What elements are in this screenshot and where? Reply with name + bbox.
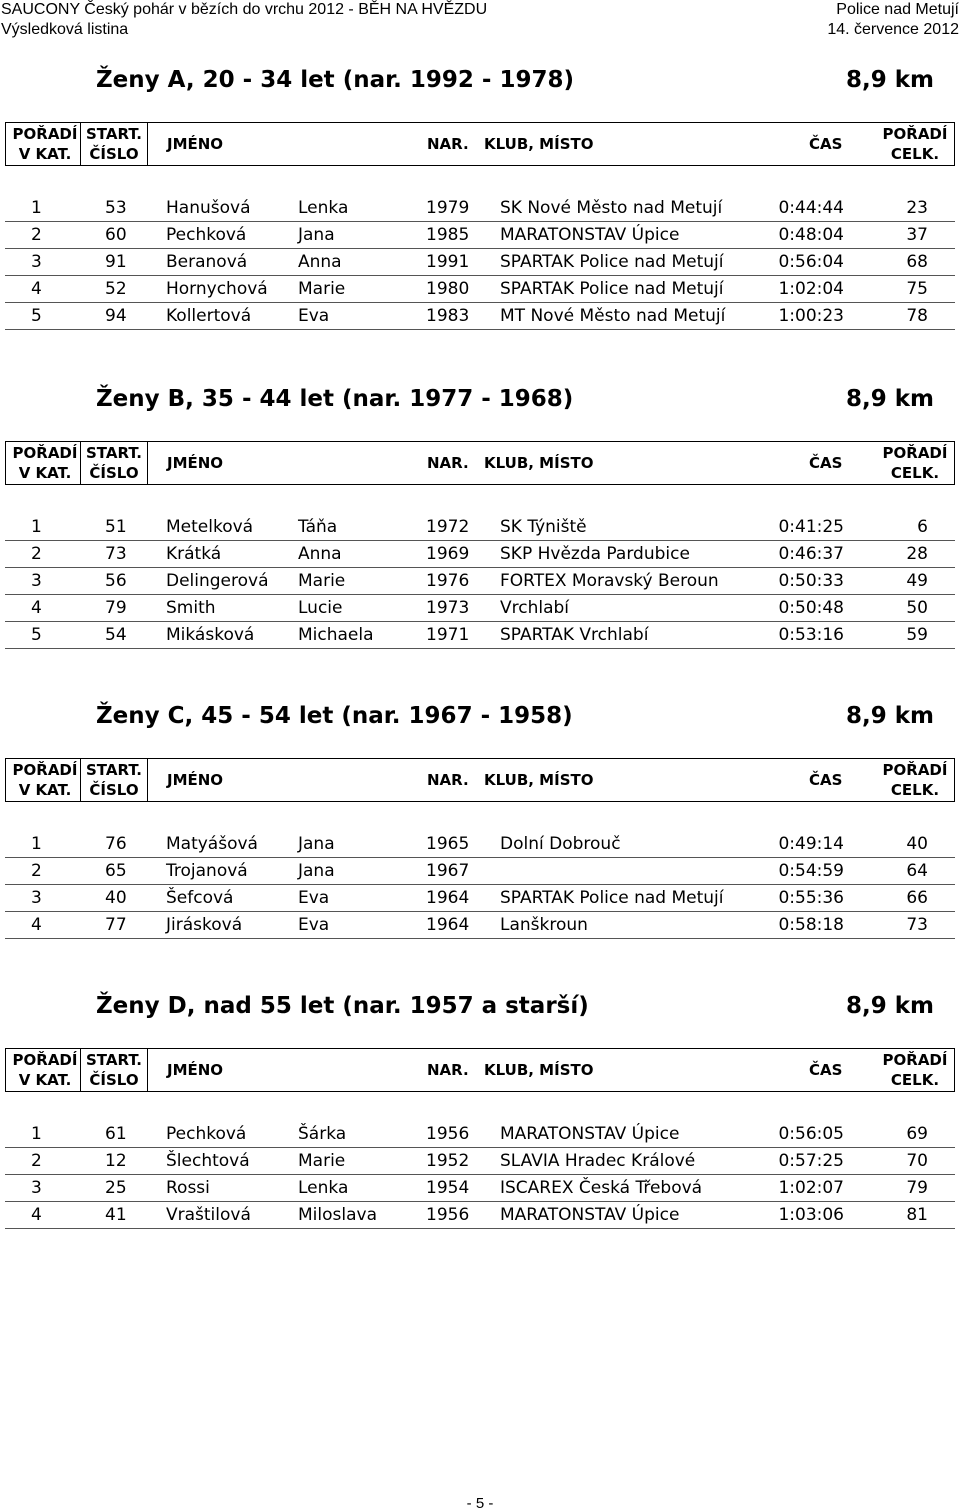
position-category: 4 xyxy=(31,598,42,618)
header-position-total-line: POŘADÍ xyxy=(882,1051,948,1069)
start-number: 53 xyxy=(105,198,127,218)
table-row xyxy=(5,1121,955,1148)
surname: Trojanová xyxy=(166,861,248,881)
header-start-number xyxy=(81,1049,147,1091)
position-category: 4 xyxy=(31,915,42,935)
header-time: ČAS xyxy=(809,454,843,472)
table-row xyxy=(5,622,955,649)
category-distance: 8,9 km xyxy=(845,386,934,412)
header-start-number-line: ČÍSLO xyxy=(89,781,139,799)
table-row xyxy=(5,568,955,595)
category-distance: 8,9 km xyxy=(845,993,934,1019)
category-title: Ženy A, 20 - 34 let (nar. 1992 - 1978) xyxy=(96,67,575,93)
finish-time: 0:57:25 xyxy=(778,1151,844,1171)
club: Lanškroun xyxy=(500,915,588,935)
club: ISCAREX Česká Třebová xyxy=(500,1178,703,1198)
birth-year: 1985 xyxy=(426,225,470,245)
table-header xyxy=(5,122,955,166)
start-number: 65 xyxy=(105,861,127,881)
position-total: 68 xyxy=(906,252,928,272)
finish-time: 0:44:44 xyxy=(778,198,844,218)
surname: Metelková xyxy=(166,517,254,537)
surname: Smith xyxy=(166,598,216,618)
finish-time: 0:58:18 xyxy=(778,915,844,935)
header-divider xyxy=(147,442,148,484)
birth-year: 1971 xyxy=(426,625,470,645)
header-start-number-line: ČÍSLO xyxy=(89,145,139,163)
position-category: 2 xyxy=(31,1151,42,1171)
category-title: Ženy B, 35 - 44 let (nar. 1977 - 1968) xyxy=(96,386,574,412)
club: FORTEX Moravský Beroun xyxy=(500,571,719,591)
position-category: 5 xyxy=(31,625,42,645)
birth-year: 1952 xyxy=(426,1151,470,1171)
position-category: 1 xyxy=(31,834,42,854)
first-name: Lenka xyxy=(298,1178,349,1198)
first-name: Anna xyxy=(298,252,342,272)
header-divider xyxy=(147,123,148,165)
header-start-number xyxy=(81,442,147,484)
header-position-category-line: V KAT. xyxy=(18,781,72,799)
header-position-category-line: POŘADÍ xyxy=(12,444,78,462)
birth-year: 1964 xyxy=(426,888,470,908)
table-row xyxy=(5,1148,955,1175)
category-title: Ženy C, 45 - 54 let (nar. 1967 - 1958) xyxy=(96,703,573,729)
header-position-total-line: CELK. xyxy=(890,781,940,799)
start-number: 41 xyxy=(105,1205,127,1225)
table-row xyxy=(5,303,955,330)
document-type: Výsledková listina xyxy=(1,21,129,38)
position-category: 2 xyxy=(31,225,42,245)
finish-time: 0:56:05 xyxy=(778,1124,844,1144)
first-name: Marie xyxy=(298,1151,346,1171)
finish-time: 0:50:33 xyxy=(778,571,844,591)
header-divider xyxy=(80,123,81,165)
position-total: 73 xyxy=(906,915,928,935)
header-born: NAR. xyxy=(427,1061,469,1079)
position-category: 2 xyxy=(31,544,42,564)
table-row xyxy=(5,912,955,939)
header-position-category xyxy=(10,1049,80,1091)
start-number: 61 xyxy=(105,1124,127,1144)
header-name: JMÉNO xyxy=(167,454,224,472)
start-number: 91 xyxy=(105,252,127,272)
header-divider xyxy=(147,1049,148,1091)
table-header xyxy=(5,441,955,485)
first-name: Jana xyxy=(298,861,335,881)
position-total: 81 xyxy=(906,1205,928,1225)
position-total: 64 xyxy=(906,861,928,881)
first-name: Jana xyxy=(298,834,335,854)
start-number: 52 xyxy=(105,279,127,299)
header-position-total xyxy=(875,1049,955,1091)
birth-year: 1983 xyxy=(426,306,470,326)
position-category: 1 xyxy=(31,198,42,218)
club: MARATONSTAV Úpice xyxy=(500,1124,680,1144)
position-total: 78 xyxy=(906,306,928,326)
header-position-total-line: CELK. xyxy=(890,464,940,482)
start-number: 79 xyxy=(105,598,127,618)
start-number: 40 xyxy=(105,888,127,908)
club: SK Nové Město nad Metují xyxy=(500,198,723,218)
club: MT Nové Město nad Metují xyxy=(500,306,726,326)
header-start-number-line: ČÍSLO xyxy=(89,464,139,482)
header-position-category xyxy=(10,123,80,165)
header-position-category-line: V KAT. xyxy=(18,1071,72,1089)
finish-time: 0:46:37 xyxy=(778,544,844,564)
header-start-number xyxy=(81,759,147,801)
first-name: Šárka xyxy=(298,1124,347,1144)
header-position-total-line: CELK. xyxy=(890,145,940,163)
surname: Pechková xyxy=(166,225,247,245)
position-total: 66 xyxy=(906,888,928,908)
surname: Hornychová xyxy=(166,279,268,299)
finish-time: 0:54:59 xyxy=(778,861,844,881)
header-position-category-line: POŘADÍ xyxy=(12,761,78,779)
club: SPARTAK Vrchlabí xyxy=(500,625,649,645)
header-position-total xyxy=(875,442,955,484)
start-number: 60 xyxy=(105,225,127,245)
header-divider xyxy=(80,1049,81,1091)
birth-year: 1979 xyxy=(426,198,470,218)
start-number: 51 xyxy=(105,517,127,537)
finish-time: 0:53:16 xyxy=(778,625,844,645)
birth-year: 1965 xyxy=(426,834,470,854)
table-row xyxy=(5,222,955,249)
event-location: Police nad Metují xyxy=(836,1,959,18)
surname: Krátká xyxy=(166,544,222,564)
position-category: 4 xyxy=(31,1205,42,1225)
club: SK Týniště xyxy=(500,517,587,537)
table-row xyxy=(5,514,955,541)
birth-year: 1954 xyxy=(426,1178,470,1198)
header-time: ČAS xyxy=(809,1061,843,1079)
category-title: Ženy D, nad 55 let (nar. 1957 a starší) xyxy=(96,993,589,1019)
header-born: NAR. xyxy=(427,771,469,789)
header-divider xyxy=(147,759,148,801)
start-number: 77 xyxy=(105,915,127,935)
position-category: 3 xyxy=(31,571,42,591)
position-category: 3 xyxy=(31,252,42,272)
table-row xyxy=(5,195,955,222)
first-name: Michaela xyxy=(298,625,374,645)
finish-time: 0:50:48 xyxy=(778,598,844,618)
start-number: 54 xyxy=(105,625,127,645)
position-total: 49 xyxy=(906,571,928,591)
header-position-total-line: CELK. xyxy=(890,1071,940,1089)
surname: Matyášová xyxy=(166,834,258,854)
club: MARATONSTAV Úpice xyxy=(500,1205,680,1225)
first-name: Lenka xyxy=(298,198,349,218)
header-club: KLUB, MÍSTO xyxy=(484,454,594,472)
first-name: Táňa xyxy=(298,517,338,537)
header-born: NAR. xyxy=(427,135,469,153)
finish-time: 0:48:04 xyxy=(778,225,844,245)
position-category: 1 xyxy=(31,1124,42,1144)
category-distance: 8,9 km xyxy=(845,703,934,729)
first-name: Lucie xyxy=(298,598,343,618)
header-born: NAR. xyxy=(427,454,469,472)
position-total: 6 xyxy=(917,517,928,537)
header-divider xyxy=(80,442,81,484)
birth-year: 1976 xyxy=(426,571,470,591)
position-category: 1 xyxy=(31,517,42,537)
table-row xyxy=(5,276,955,303)
start-number: 12 xyxy=(105,1151,127,1171)
start-number: 56 xyxy=(105,571,127,591)
birth-year: 1956 xyxy=(426,1124,470,1144)
finish-time: 0:41:25 xyxy=(778,517,844,537)
position-category: 2 xyxy=(31,861,42,881)
header-name: JMÉNO xyxy=(167,771,224,789)
finish-time: 0:55:36 xyxy=(778,888,844,908)
table-row xyxy=(5,885,955,912)
start-number: 94 xyxy=(105,306,127,326)
header-start-number-line: START. xyxy=(85,125,142,143)
header-start-number-line: START. xyxy=(85,761,142,779)
position-total: 79 xyxy=(906,1178,928,1198)
birth-year: 1973 xyxy=(426,598,470,618)
position-total: 50 xyxy=(906,598,928,618)
table-row xyxy=(5,831,955,858)
header-start-number-line: START. xyxy=(85,1051,142,1069)
position-category: 4 xyxy=(31,279,42,299)
club: SPARTAK Police nad Metují xyxy=(500,279,724,299)
header-name: JMÉNO xyxy=(167,135,224,153)
position-category: 3 xyxy=(31,1178,42,1198)
header-position-category xyxy=(10,442,80,484)
table-row xyxy=(5,249,955,276)
header-position-category-line: POŘADÍ xyxy=(12,125,78,143)
header-start-number-line: ČÍSLO xyxy=(89,1071,139,1089)
club: MARATONSTAV Úpice xyxy=(500,225,680,245)
club: Vrchlabí xyxy=(500,598,570,618)
position-total: 23 xyxy=(906,198,928,218)
header-position-total-line: POŘADÍ xyxy=(882,444,948,462)
birth-year: 1991 xyxy=(426,252,470,272)
birth-year: 1967 xyxy=(426,861,470,881)
event-title: SAUCONY Český pohár v bězích do vrchu 2012 - BĚH NA HVĚZDU xyxy=(1,1,488,18)
header-position-total xyxy=(875,123,955,165)
header-start-number xyxy=(81,123,147,165)
surname: Delingerová xyxy=(166,571,269,591)
position-total: 40 xyxy=(906,834,928,854)
first-name: Miloslava xyxy=(298,1205,377,1225)
position-total: 37 xyxy=(906,225,928,245)
header-position-total-line: POŘADÍ xyxy=(882,125,948,143)
header-position-total xyxy=(875,759,955,801)
first-name: Eva xyxy=(298,915,330,935)
table-row xyxy=(5,595,955,622)
header-time: ČAS xyxy=(809,135,843,153)
header-position-total-line: POŘADÍ xyxy=(882,761,948,779)
surname: Šlechtová xyxy=(166,1151,250,1171)
table-header xyxy=(5,1048,955,1092)
surname: Pechková xyxy=(166,1124,247,1144)
position-total: 69 xyxy=(906,1124,928,1144)
surname: Šefcová xyxy=(166,888,234,908)
first-name: Jana xyxy=(298,225,335,245)
birth-year: 1956 xyxy=(426,1205,470,1225)
start-number: 76 xyxy=(105,834,127,854)
surname: Jirásková xyxy=(166,915,243,935)
header-position-category-line: V KAT. xyxy=(18,464,72,482)
header-position-category-line: POŘADÍ xyxy=(12,1051,78,1069)
birth-year: 1972 xyxy=(426,517,470,537)
surname: Beranová xyxy=(166,252,248,272)
header-club: KLUB, MÍSTO xyxy=(484,771,594,789)
header-time: ČAS xyxy=(809,771,843,789)
header-club: KLUB, MÍSTO xyxy=(484,1061,594,1079)
position-category: 3 xyxy=(31,888,42,908)
position-total: 70 xyxy=(906,1151,928,1171)
surname: Mikásková xyxy=(166,625,255,645)
club: SKP Hvězda Pardubice xyxy=(500,544,690,564)
table-header xyxy=(5,758,955,802)
header-position-category-line: V KAT. xyxy=(18,145,72,163)
table-row xyxy=(5,1175,955,1202)
finish-time: 1:00:23 xyxy=(778,306,844,326)
birth-year: 1964 xyxy=(426,915,470,935)
surname: Vraštilová xyxy=(166,1205,251,1225)
event-date: 14. července 2012 xyxy=(827,21,959,38)
birth-year: 1969 xyxy=(426,544,470,564)
finish-time: 1:02:04 xyxy=(778,279,844,299)
header-position-category xyxy=(10,759,80,801)
first-name: Eva xyxy=(298,888,330,908)
position-category: 5 xyxy=(31,306,42,326)
start-number: 25 xyxy=(105,1178,127,1198)
club: SLAVIA Hradec Králové xyxy=(500,1151,696,1171)
club: Dolní Dobrouč xyxy=(500,834,621,854)
finish-time: 1:03:06 xyxy=(778,1205,844,1225)
header-start-number-line: START. xyxy=(85,444,142,462)
header-club: KLUB, MÍSTO xyxy=(484,135,594,153)
position-total: 59 xyxy=(906,625,928,645)
finish-time: 0:49:14 xyxy=(778,834,844,854)
header-divider xyxy=(80,759,81,801)
club: SPARTAK Police nad Metují xyxy=(500,252,724,272)
page-number: - 5 - xyxy=(466,1495,494,1512)
club: SPARTAK Police nad Metují xyxy=(500,888,724,908)
first-name: Eva xyxy=(298,306,330,326)
first-name: Anna xyxy=(298,544,342,564)
finish-time: 0:56:04 xyxy=(778,252,844,272)
surname: Kollertová xyxy=(166,306,252,326)
first-name: Marie xyxy=(298,279,346,299)
start-number: 73 xyxy=(105,544,127,564)
position-total: 75 xyxy=(906,279,928,299)
category-distance: 8,9 km xyxy=(845,67,934,93)
position-total: 28 xyxy=(906,544,928,564)
first-name: Marie xyxy=(298,571,346,591)
finish-time: 1:02:07 xyxy=(778,1178,844,1198)
table-row xyxy=(5,1202,955,1229)
table-row xyxy=(5,858,955,885)
birth-year: 1980 xyxy=(426,279,470,299)
header-name: JMÉNO xyxy=(167,1061,224,1079)
surname: Hanušová xyxy=(166,198,251,218)
surname: Rossi xyxy=(166,1178,210,1198)
table-row xyxy=(5,541,955,568)
